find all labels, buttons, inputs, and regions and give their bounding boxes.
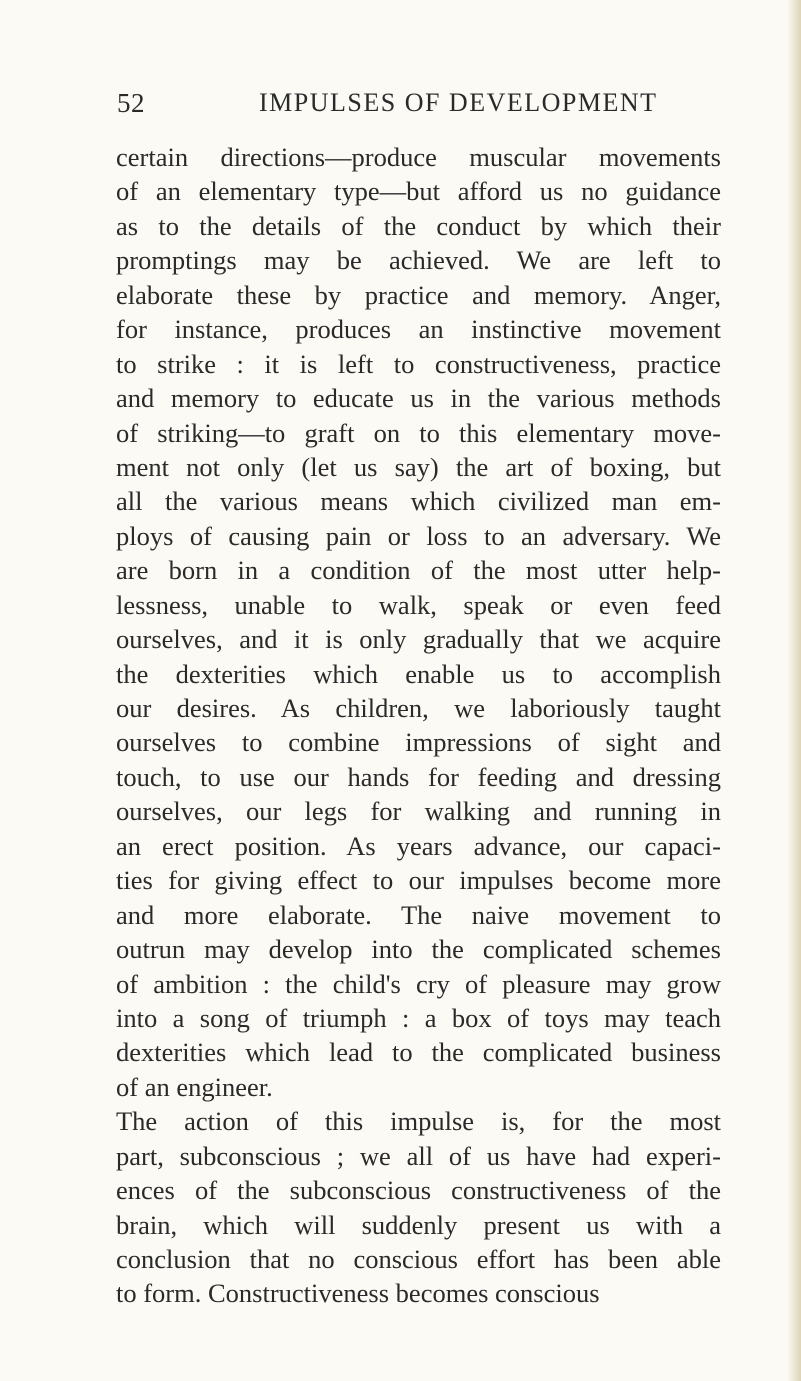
text-line: ourselves, and it is only gradually that we acquire — [116, 624, 721, 655]
text-line: ties for giving effect to our impulses become more — [116, 865, 721, 896]
text-line: of an elementary type—but afford us no guidance — [116, 176, 721, 207]
text-line: conclusion that no conscious effort has been able — [116, 1244, 721, 1274]
text-line: touch, to use our hands for feeding and dressing — [116, 761, 721, 792]
text-line: ourselves, our legs for walking and running in — [116, 796, 721, 827]
text-line: all the various means which civilized man em- — [116, 486, 721, 517]
text-line: our desires. As children, we laboriously taught — [116, 693, 721, 723]
text-line: into a song of triumph : a box of toys may teach — [116, 1002, 721, 1033]
text-line: promptings may be achieved. We are left to — [116, 245, 721, 276]
text-line: lessness, unable to walk, speak or even feed — [116, 589, 721, 620]
page-number: 52 — [117, 88, 145, 118]
text-line: to strike : it is left to constructiveness, practice — [116, 348, 721, 379]
running-title: IMPULSES OF DEVELOPMENT — [259, 88, 658, 117]
text-line: of an engineer. — [116, 1071, 273, 1102]
text-line: dexterities which lead to the complicated business — [116, 1037, 721, 1068]
text-line: ourselves to combine impressions of sight and — [116, 727, 721, 758]
text-line: and memory to educate us in the various methods — [116, 383, 721, 414]
text-line: as to the details of the conduct by which their — [116, 210, 721, 241]
text-line: elaborate these by practice and memory. Anger, — [116, 279, 721, 310]
text-line: an erect position. As years advance, our capaci- — [116, 830, 721, 861]
text-line: ploys of causing pain or loss to an adversary. We — [116, 520, 721, 551]
text-line: outrun may develop into the complicated schemes — [116, 934, 721, 965]
text-line: The action of this impulse is, for the most — [116, 1106, 721, 1137]
text-line: part, subconscious ; we all of us have had experi- — [116, 1140, 721, 1171]
body-text — [116, 140, 721, 1311]
text-line: brain, which will suddenly present us with a — [116, 1209, 721, 1240]
text-line: for instance, produces an instinctive movement — [116, 314, 721, 345]
text-line: and more elaborate. The naive movement to — [116, 899, 721, 930]
text-line: are born in a condition of the most utter help- — [116, 555, 721, 586]
text-line: certain directions—produce muscular movements — [116, 142, 721, 172]
page-edge-shadow — [787, 0, 801, 1381]
text-line: ences of the subconscious constructiveness of the — [116, 1175, 721, 1206]
text-line: ment not only (let us say) the art of boxing, but — [116, 451, 721, 482]
text-line: of striking—to graft on to this elementary move- — [116, 417, 721, 448]
text-line: the dexterities which enable us to accomplish — [116, 658, 721, 689]
page-header — [117, 88, 717, 128]
text-line: to form. Constructiveness becomes conscious — [116, 1278, 600, 1309]
text-line: of ambition : the child's cry of pleasure may grow — [116, 968, 721, 999]
